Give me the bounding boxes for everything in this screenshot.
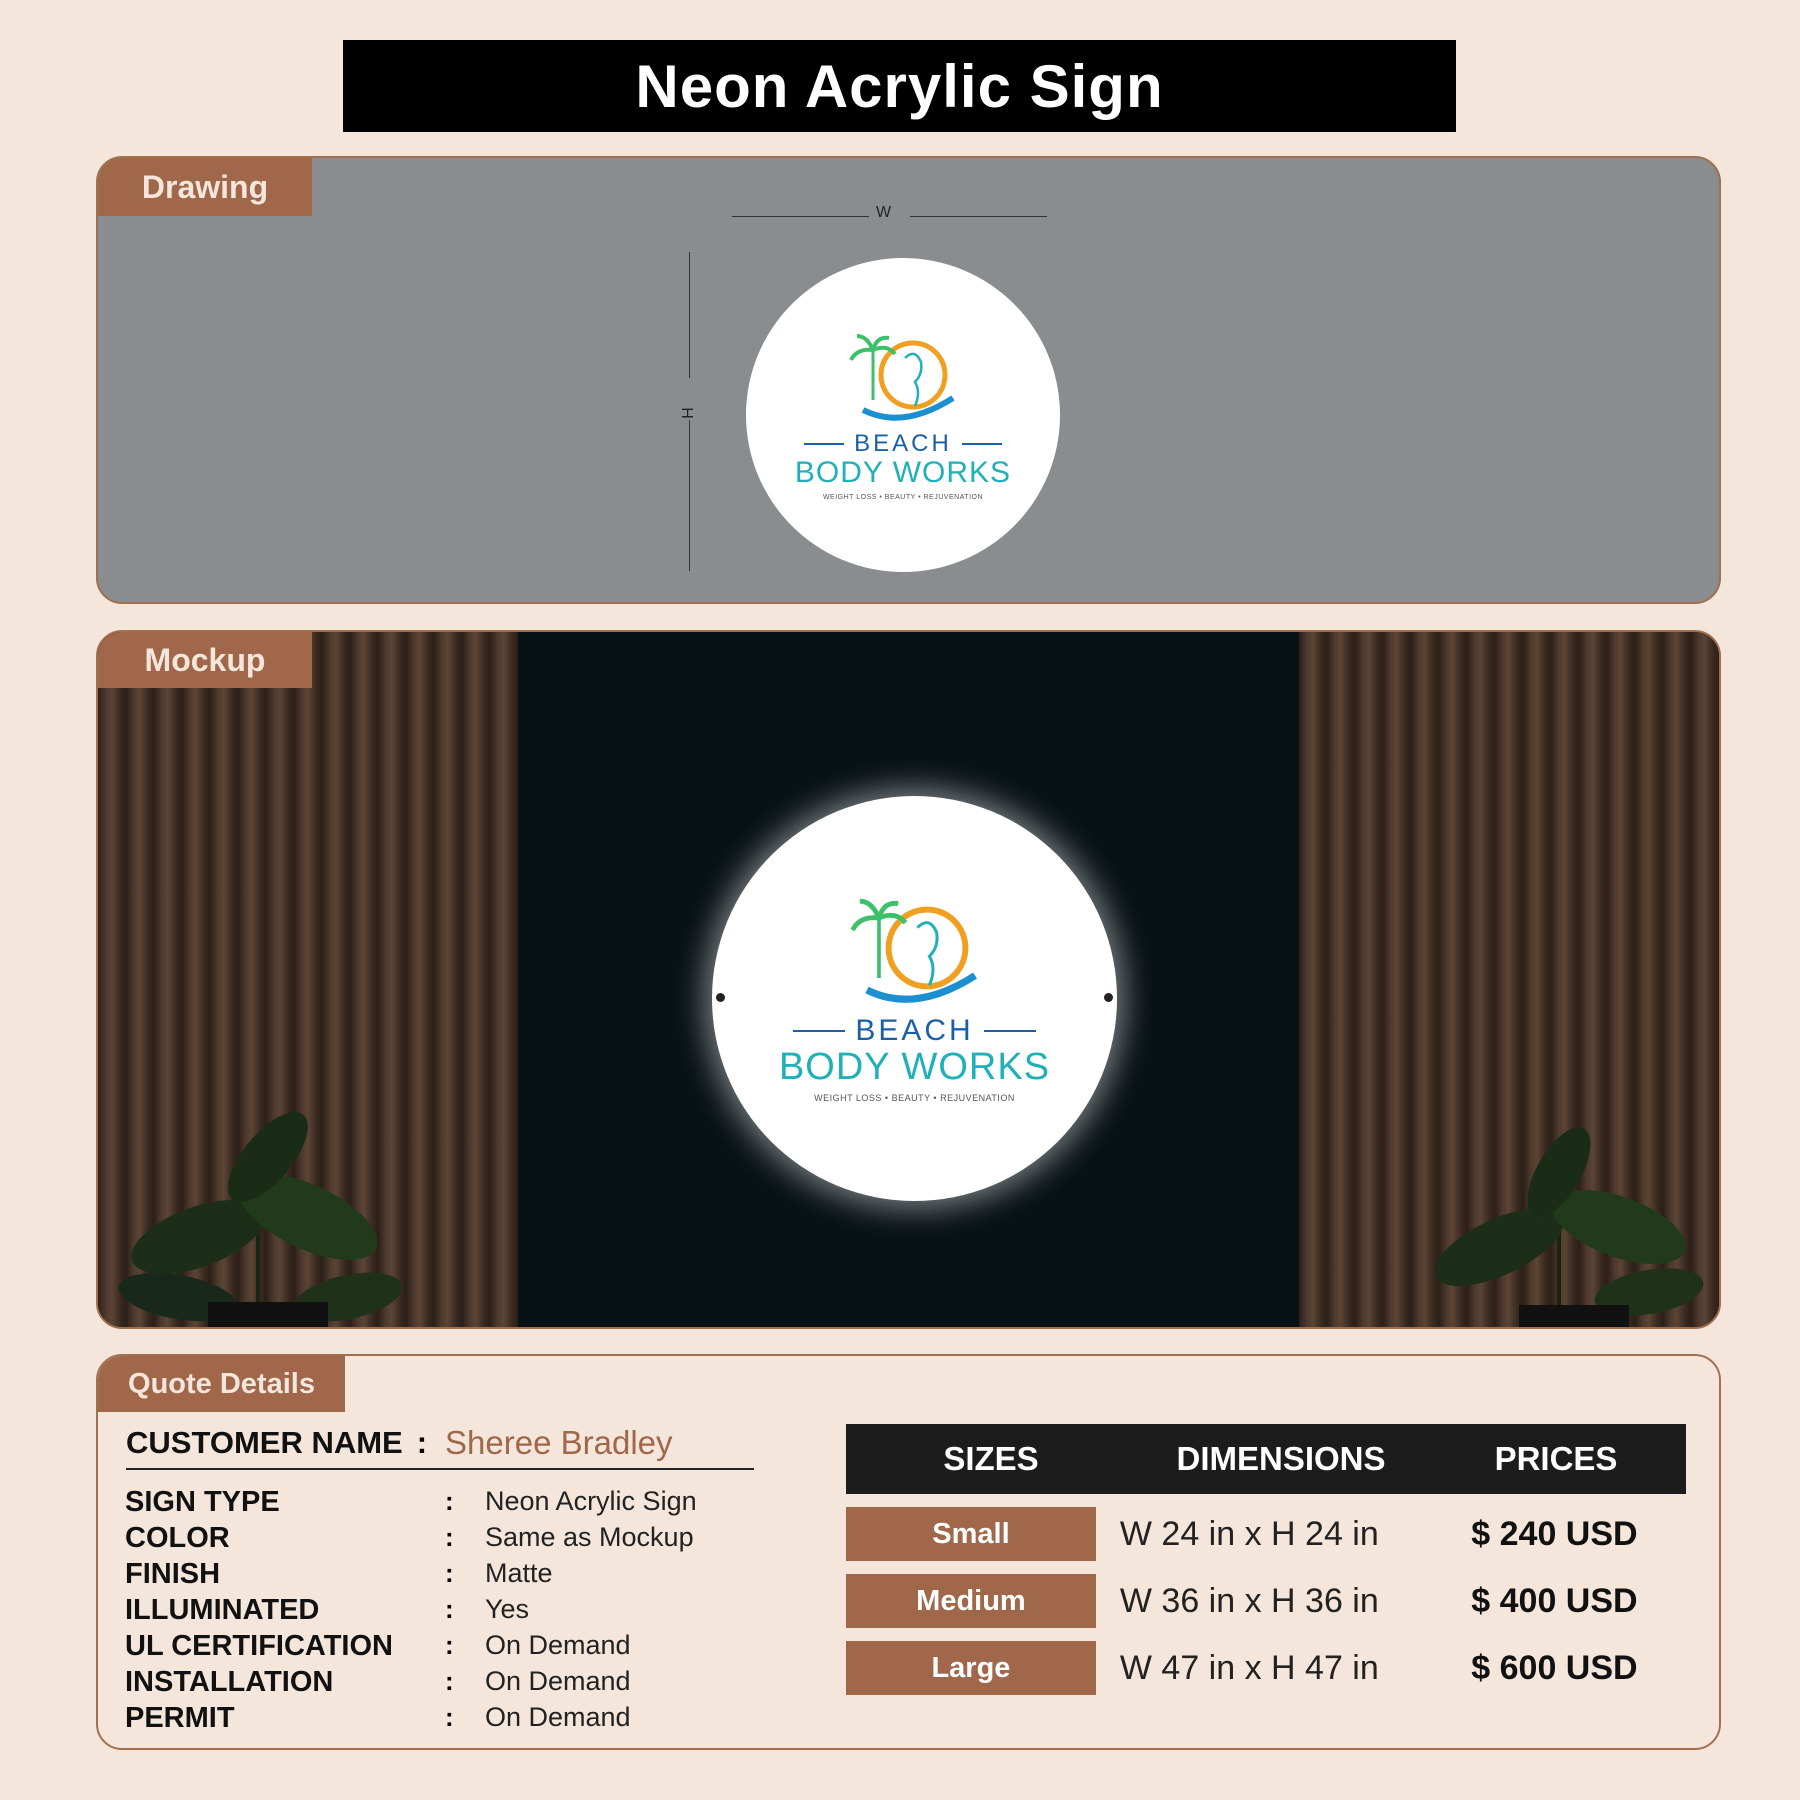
price-row-large <box>846 1641 1686 1695</box>
logo-dash-left <box>804 443 844 445</box>
spec-colon: : <box>445 1594 454 1624</box>
spec-row <box>125 1522 745 1558</box>
logo-beach-text: BEACH <box>854 429 952 457</box>
spec-label: PERMIT <box>125 1702 235 1734</box>
customer-name-colon: : <box>416 1425 428 1460</box>
spec-colon: : <box>445 1702 454 1732</box>
spec-value: On Demand <box>485 1666 631 1696</box>
size-badge: Medium <box>846 1574 1096 1628</box>
logo-body-works-text: BODY WORKS <box>778 1046 1051 1088</box>
size-badge: Small <box>846 1507 1096 1561</box>
logo-dash-right <box>962 443 1002 445</box>
price-table-header <box>846 1424 1686 1494</box>
spec-list <box>125 1486 745 1738</box>
header-dimensions: DIMENSIONS <box>1176 1440 1386 1477</box>
spec-colon: : <box>445 1558 454 1588</box>
logo-tagline: WEIGHT LOSS • BEAUTY • REJUVENATION <box>822 493 984 501</box>
standoff-right <box>1104 993 1113 1002</box>
spec-label: ILLUMINATED <box>125 1594 320 1626</box>
header-sizes: SIZES <box>943 1440 1039 1477</box>
height-dimension-label: H <box>677 407 695 419</box>
spec-colon: : <box>445 1630 454 1660</box>
size-price: $ 240 USD <box>1471 1514 1638 1553</box>
quote-details-panel <box>96 1354 1721 1750</box>
spec-row <box>125 1630 745 1666</box>
logo-beach-row <box>804 430 1002 458</box>
spec-row <box>125 1486 745 1522</box>
spec-row <box>125 1558 745 1594</box>
spec-label: FINISH <box>125 1558 221 1590</box>
page-title: Neon Acrylic Sign <box>343 40 1456 132</box>
mockup-tag: Mockup <box>98 632 312 688</box>
logo-beach-row <box>793 1014 1035 1048</box>
drawing-panel <box>96 156 1721 604</box>
spec-value: Yes <box>485 1594 530 1624</box>
standoff-left <box>716 993 725 1002</box>
spec-value: On Demand <box>485 1630 631 1660</box>
customer-name-label: CUSTOMER NAME <box>126 1425 403 1460</box>
beach-logo-icon <box>840 894 990 1014</box>
mockup-sign <box>712 796 1117 1201</box>
plant-left-icon <box>108 1097 408 1327</box>
logo-dash-left <box>793 1030 845 1032</box>
spec-value: Same as Mockup <box>485 1522 694 1552</box>
width-dimension-line-left <box>732 216 869 217</box>
size-price: $ 600 USD <box>1471 1648 1638 1687</box>
size-dimensions: W 47 in x H 47 in <box>1119 1648 1379 1687</box>
drawing-sign <box>746 258 1060 572</box>
price-row-small <box>846 1507 1686 1561</box>
width-dimension-line-right <box>910 216 1047 217</box>
spec-label: SIGN TYPE <box>125 1486 280 1518</box>
width-dimension-label: W <box>876 204 892 221</box>
size-dimensions: W 36 in x H 36 in <box>1119 1581 1379 1620</box>
size-badge: Large <box>846 1641 1096 1695</box>
price-table <box>846 1424 1686 1695</box>
header-prices: PRICES <box>1494 1440 1618 1477</box>
customer-name-row <box>126 1418 754 1470</box>
logo-beach-text: BEACH <box>855 1014 974 1047</box>
spec-value: Neon Acrylic Sign <box>485 1486 697 1516</box>
quote-details-tag: Quote Details <box>98 1356 345 1412</box>
height-dimension-line-bottom <box>689 420 690 571</box>
logo-tagline: WEIGHT LOSS • BEAUTY • REJUVENATION <box>814 1093 1015 1103</box>
size-price: $ 400 USD <box>1471 1581 1638 1620</box>
spec-colon: : <box>445 1522 454 1552</box>
spec-colon: : <box>445 1666 454 1696</box>
spec-colon: : <box>445 1486 454 1516</box>
drawing-tag: Drawing <box>98 158 312 216</box>
spec-row <box>125 1666 745 1702</box>
plant-right-icon <box>1409 1127 1709 1327</box>
spec-value: On Demand <box>485 1702 631 1732</box>
spec-value: Matte <box>485 1558 553 1588</box>
mockup-panel <box>96 630 1721 1329</box>
spec-row <box>125 1594 745 1630</box>
size-dimensions: W 24 in x H 24 in <box>1119 1514 1379 1553</box>
spec-label: UL CERTIFICATION <box>125 1630 393 1662</box>
height-dimension-line-top <box>689 252 690 378</box>
beach-logo-icon <box>843 330 963 430</box>
price-row-medium <box>846 1574 1686 1628</box>
spec-label: INSTALLATION <box>125 1666 334 1698</box>
customer-name-value: Sheree Bradley <box>445 1424 673 1461</box>
logo-body-works-text: BODY WORKS <box>794 455 1012 489</box>
logo-dash-right <box>984 1030 1036 1032</box>
spec-row <box>125 1702 745 1738</box>
spec-label: COLOR <box>125 1522 230 1554</box>
